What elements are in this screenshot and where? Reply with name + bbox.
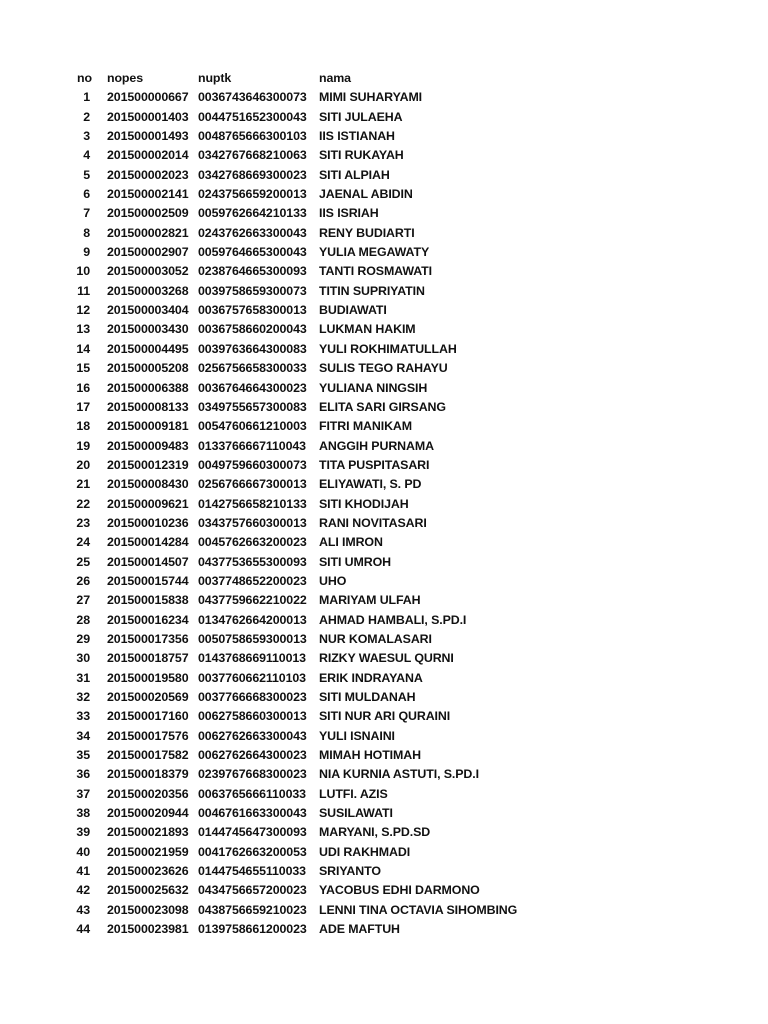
cell-no: 36 <box>76 767 90 782</box>
table-row <box>0 514 768 533</box>
cell-nama: YULI ISNAINI <box>319 728 395 743</box>
cell-no: 19 <box>76 438 90 453</box>
cell-nama: MIMAH HOTIMAH <box>319 748 421 763</box>
cell-nopes: 201500002023 <box>107 167 189 182</box>
cell-nuptk: 0438756659210023 <box>198 902 307 917</box>
header-nama: nama <box>319 71 351 85</box>
cell-no: 23 <box>76 515 90 530</box>
cell-nopes: 201500023981 <box>107 922 189 937</box>
cell-no: 11 <box>77 283 90 298</box>
cell-nuptk: 0134762664200013 <box>198 612 307 627</box>
cell-nopes: 201500012319 <box>107 457 189 472</box>
cell-nama: RIZKY WAESUL QURNI <box>319 651 454 666</box>
cell-nama: SITI KHODIJAH <box>319 496 409 511</box>
cell-no: 43 <box>76 902 90 917</box>
table-row <box>0 495 768 514</box>
cell-nopes: 201500014507 <box>107 554 189 569</box>
cell-nopes: 201500004495 <box>107 341 189 356</box>
cell-nuptk: 0144754655110033 <box>198 864 306 879</box>
cell-nopes: 201500009181 <box>107 419 189 434</box>
cell-nama: LUTFI. AZIS <box>319 786 388 801</box>
cell-no: 33 <box>76 709 90 724</box>
cell-nama: ADE MAFTUH <box>319 922 400 937</box>
cell-no: 10 <box>76 264 90 279</box>
cell-no: 9 <box>83 245 90 260</box>
cell-nama: YULI ROKHIMATULLAH <box>319 341 457 356</box>
cell-nama: SUSILAWATI <box>319 806 393 821</box>
cell-nuptk: 0062758660300013 <box>198 709 307 724</box>
cell-nopes: 201500017576 <box>107 728 189 743</box>
cell-nopes: 201500021893 <box>107 825 189 840</box>
cell-nama: IIS ISTIANAH <box>319 129 395 144</box>
cell-nopes: 201500019580 <box>107 670 189 685</box>
cell-nuptk: 0256756658300033 <box>198 361 307 376</box>
table-row <box>0 804 768 823</box>
table-row <box>0 630 768 649</box>
cell-nama: BUDIAWATI <box>319 303 387 318</box>
cell-nuptk: 0036757658300013 <box>198 303 307 318</box>
table-row <box>0 746 768 765</box>
table-body <box>0 88 768 939</box>
cell-nopes: 201500017356 <box>107 631 189 646</box>
cell-nuptk: 0349755657300083 <box>198 399 307 414</box>
cell-nuptk: 0343757660300013 <box>198 515 307 530</box>
cell-nuptk: 0342767668210063 <box>198 148 307 163</box>
cell-no: 16 <box>76 380 90 395</box>
cell-nopes: 201500008430 <box>107 477 189 492</box>
table-row <box>0 127 768 146</box>
cell-nopes: 201500018379 <box>107 767 189 782</box>
table-row <box>0 727 768 746</box>
cell-no: 14 <box>76 341 90 356</box>
table-row <box>0 553 768 572</box>
header-nopes: nopes <box>107 71 143 85</box>
cell-nopes: 201500016234 <box>107 612 189 627</box>
cell-nuptk: 0059762664210133 <box>198 206 307 221</box>
cell-nuptk: 0144745647300093 <box>198 825 307 840</box>
cell-no: 41 <box>76 864 90 879</box>
cell-nuptk: 0044751652300043 <box>198 109 307 124</box>
table-row <box>0 862 768 881</box>
cell-nama: AHMAD HAMBALI, S.PD.I <box>319 612 467 627</box>
cell-no: 30 <box>76 651 90 666</box>
cell-no: 2 <box>83 109 90 124</box>
cell-nama: TITA PUSPITASARI <box>319 457 430 472</box>
cell-nuptk: 0041762663200053 <box>198 844 307 859</box>
cell-nama: LUKMAN HAKIM <box>319 322 416 337</box>
cell-no: 24 <box>76 535 90 550</box>
cell-nopes: 201500014284 <box>107 535 189 550</box>
cell-nopes: 201500023098 <box>107 902 189 917</box>
cell-nama: LENNI TINA OCTAVIA SIHOMBING <box>319 902 518 917</box>
cell-no: 1 <box>83 90 90 105</box>
cell-nopes: 201500003052 <box>107 264 189 279</box>
cell-no: 40 <box>76 844 90 859</box>
table-row <box>0 88 768 107</box>
cell-nuptk: 0059764665300043 <box>198 245 307 260</box>
table-row <box>0 901 768 920</box>
cell-no: 18 <box>76 419 90 434</box>
cell-nama: SITI NUR ARI QURAINI <box>319 709 451 724</box>
cell-nuptk: 0050758659300013 <box>198 631 307 646</box>
cell-nuptk: 0037760662110103 <box>198 670 306 685</box>
cell-nama: ALI IMRON <box>319 535 383 550</box>
cell-nuptk: 0342768669300023 <box>198 167 307 182</box>
cell-nama: UHO <box>319 573 347 588</box>
cell-no: 37 <box>76 786 90 801</box>
cell-no: 39 <box>76 825 90 840</box>
cell-nama: JAENAL ABIDIN <box>319 187 413 202</box>
cell-nama: RENY BUDIARTI <box>319 225 415 240</box>
cell-nopes: 201500021959 <box>107 844 189 859</box>
table-row <box>0 262 768 281</box>
table-row <box>0 437 768 456</box>
table-row <box>0 340 768 359</box>
cell-nama: ANGGIH PURNAMA <box>319 438 434 453</box>
cell-no: 38 <box>76 806 90 821</box>
cell-nopes: 201500010236 <box>107 515 189 530</box>
cell-nama: UDI RAKHMADI <box>319 844 411 859</box>
cell-nopes: 201500002509 <box>107 206 189 221</box>
cell-nuptk: 0039758659300073 <box>198 283 307 298</box>
table-row <box>0 379 768 398</box>
participant-table <box>0 69 768 939</box>
cell-nuptk: 0036764664300023 <box>198 380 307 395</box>
cell-no: 3 <box>83 129 90 144</box>
cell-nama: TITIN SUPRIYATIN <box>319 283 425 298</box>
table-row <box>0 688 768 707</box>
cell-nopes: 201500020569 <box>107 690 189 704</box>
table-row <box>0 204 768 223</box>
table-row <box>0 611 768 630</box>
cell-nopes: 201500002141 <box>107 187 189 202</box>
cell-nama: MARIYAM ULFAH <box>319 593 421 608</box>
cell-no: 22 <box>76 496 90 511</box>
table-row <box>0 282 768 301</box>
cell-nuptk: 0039763664300083 <box>198 341 307 356</box>
table-row <box>0 920 768 939</box>
cell-no: 27 <box>76 593 90 608</box>
cell-nama: SITI UMROH <box>319 554 391 569</box>
cell-nopes: 201500009621 <box>107 496 189 511</box>
cell-nama: NUR KOMALASARI <box>319 631 432 646</box>
cell-nuptk: 0036743646300073 <box>198 90 307 105</box>
table-row <box>0 785 768 804</box>
cell-nopes: 201500005208 <box>107 361 189 376</box>
table-row <box>0 243 768 262</box>
cell-nama: SULIS TEGO RAHAYU <box>319 361 448 376</box>
table-row <box>0 475 768 494</box>
table-row <box>0 146 768 165</box>
table-row <box>0 707 768 726</box>
cell-no: 7 <box>83 206 90 221</box>
cell-nuptk: 0239767668300023 <box>198 767 307 782</box>
cell-nuptk: 0133766667110043 <box>198 438 306 453</box>
cell-no: 5 <box>83 167 90 182</box>
cell-nopes: 201500017160 <box>107 709 189 724</box>
cell-nuptk: 0243756659200013 <box>198 187 307 202</box>
cell-no: 13 <box>76 322 90 337</box>
cell-nopes: 201500001403 <box>107 109 189 124</box>
table-row <box>0 417 768 436</box>
cell-nuptk: 0139758661200023 <box>198 922 307 937</box>
cell-nuptk: 0045762663200023 <box>198 535 307 550</box>
cell-nuptk: 0048765666300103 <box>198 129 307 144</box>
cell-nuptk: 0243762663300043 <box>198 225 307 240</box>
cell-no: 35 <box>76 748 90 763</box>
cell-nuptk: 0063765666110033 <box>198 786 306 801</box>
cell-no: 29 <box>76 631 90 646</box>
cell-no: 20 <box>76 457 90 472</box>
table-row <box>0 456 768 475</box>
cell-nama: ELIYAWATI, S. PD <box>319 477 422 492</box>
cell-nopes: 201500009483 <box>107 438 189 453</box>
cell-nama: IIS ISRIAH <box>319 206 379 221</box>
cell-nopes: 201500025632 <box>107 883 189 898</box>
cell-nama: NIA KURNIA ASTUTI, S.PD.I <box>319 767 479 782</box>
cell-no: 6 <box>83 187 90 202</box>
cell-nama: MIMI SUHARYAMI <box>319 90 423 105</box>
table-row <box>0 359 768 378</box>
cell-no: 12 <box>76 303 90 318</box>
cell-nuptk: 0049759660300073 <box>198 457 307 472</box>
cell-nopes: 201500017582 <box>107 748 189 763</box>
cell-nama: YACOBUS EDHI DARMONO <box>319 883 480 898</box>
cell-nuptk: 0054760661210003 <box>198 419 307 434</box>
cell-nuptk: 0036758660200043 <box>198 322 307 337</box>
cell-nama: MARYANI, S.PD.SD <box>319 825 431 840</box>
table-row <box>0 649 768 668</box>
cell-nopes: 201500003404 <box>107 303 189 318</box>
cell-nopes: 201500018757 <box>107 651 189 666</box>
cell-nopes: 201500003268 <box>107 283 189 298</box>
table-row <box>0 185 768 204</box>
cell-no: 34 <box>76 728 90 743</box>
table-row <box>0 108 768 127</box>
table-row <box>0 765 768 784</box>
table-row <box>0 301 768 320</box>
cell-nama: RANI NOVITASARI <box>319 515 427 530</box>
cell-nuptk: 0434756657200023 <box>198 883 307 898</box>
cell-nama: SITI MULDANAH <box>319 690 416 704</box>
cell-nuptk: 0037766668300023 <box>198 690 307 704</box>
cell-no: 4 <box>83 148 90 163</box>
cell-no: 8 <box>83 225 90 240</box>
table-row <box>0 843 768 862</box>
cell-no: 21 <box>76 477 90 492</box>
cell-nama: FITRI MANIKAM <box>319 419 412 434</box>
cell-nama: SRIYANTO <box>319 864 381 879</box>
cell-no: 32 <box>76 690 90 704</box>
cell-nuptk: 0437753655300093 <box>198 554 307 569</box>
cell-nama: SITI RUKAYAH <box>319 148 404 163</box>
table-row <box>0 224 768 243</box>
table-row <box>0 881 768 900</box>
cell-nuptk: 0437759662210022 <box>198 593 307 608</box>
table-row <box>0 823 768 842</box>
cell-nuptk: 0062762664300023 <box>198 748 307 763</box>
cell-nama: TANTI ROSMAWATI <box>319 264 432 279</box>
table-row <box>0 320 768 339</box>
cell-nuptk: 0037748652200023 <box>198 573 307 588</box>
cell-nama: ERIK INDRAYANA <box>319 670 423 685</box>
cell-no: 25 <box>76 554 90 569</box>
cell-nopes: 201500000667 <box>107 90 189 105</box>
cell-nopes: 201500006388 <box>107 380 189 395</box>
table-row <box>0 572 768 591</box>
cell-nuptk: 0142756658210133 <box>198 496 307 511</box>
cell-nopes: 201500015838 <box>107 593 189 608</box>
table-row <box>0 398 768 417</box>
cell-nopes: 201500003430 <box>107 322 189 337</box>
cell-nopes: 201500008133 <box>107 399 189 414</box>
cell-nopes: 201500020356 <box>107 786 189 801</box>
cell-nama: SITI ALPIAH <box>319 167 390 182</box>
cell-nuptk: 0046761663300043 <box>198 806 307 821</box>
table-row <box>0 166 768 185</box>
cell-no: 42 <box>76 883 90 898</box>
cell-no: 15 <box>76 361 90 376</box>
cell-nama: SITI JULAEHA <box>319 109 403 124</box>
cell-nopes: 201500002014 <box>107 148 189 163</box>
cell-nopes: 201500001493 <box>107 129 189 144</box>
header-nuptk: nuptk <box>198 71 232 85</box>
table-row <box>0 669 768 688</box>
cell-nopes: 201500020944 <box>107 806 189 821</box>
cell-no: 28 <box>76 612 90 627</box>
cell-nopes: 201500002821 <box>107 225 189 240</box>
cell-nuptk: 0143768669110013 <box>198 651 306 666</box>
cell-no: 17 <box>76 399 90 414</box>
table-row <box>0 533 768 552</box>
cell-nopes: 201500015744 <box>107 573 189 588</box>
cell-nopes: 201500002907 <box>107 245 189 260</box>
table-row <box>0 591 768 610</box>
table-header <box>0 69 768 88</box>
cell-nopes: 201500023626 <box>107 864 189 879</box>
cell-nuptk: 0238764665300093 <box>198 264 307 279</box>
cell-nuptk: 0256766667300013 <box>198 477 307 492</box>
cell-no: 44 <box>76 922 90 937</box>
cell-no: 31 <box>76 670 90 685</box>
cell-nama: YULIANA NINGSIH <box>319 380 428 395</box>
cell-nama: ELITA SARI GIRSANG <box>319 399 446 414</box>
cell-no: 26 <box>76 573 90 588</box>
cell-nuptk: 0062762663300043 <box>198 728 307 743</box>
cell-nama: YULIA MEGAWATY <box>319 245 430 260</box>
header-no: no <box>77 71 92 85</box>
